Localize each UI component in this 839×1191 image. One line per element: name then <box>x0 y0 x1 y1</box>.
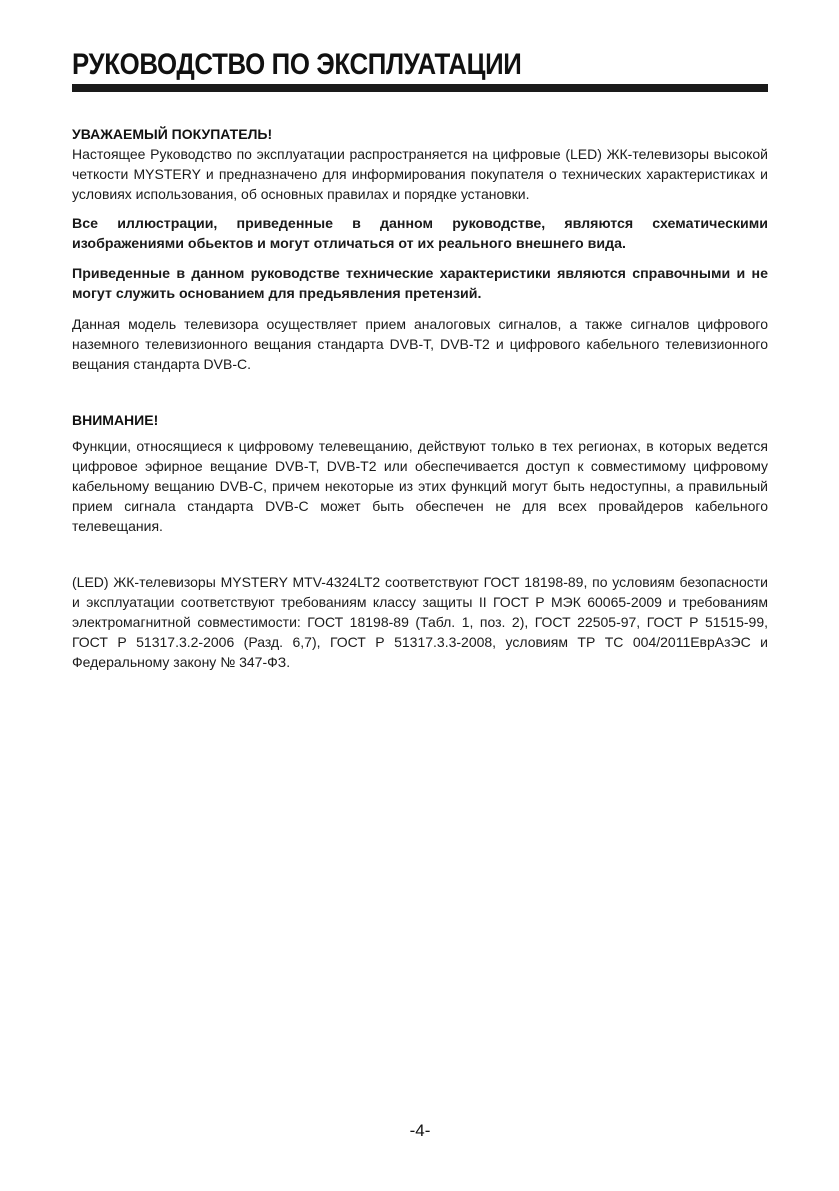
intro-paragraph: Настоящее Руководство по эксплуатации распространяется на цифровые (LED) ЖК-телевизоры высокой четкости MYSTERY и предназначено для информирования покупателя о технических характеристиках и условиях использования, об основных правилах и порядке установки. <box>72 146 768 202</box>
attention-paragraph: Функции, относящиеся к цифровому телевещанию, действуют только в тех регионах, в которых ведется цифровое эфирное вещание DVB-T, DVB-T2 или обеспечивается доступ к совместимому цифровому кабельному вещанию DVB-C, причем некоторые из этих функций могут быть недоступны, а правильный прием сигнала стандарта DVB-C может быть обеспечен не для всех провайдеров кабельного телевещания. <box>72 438 768 534</box>
title-underline-rule <box>72 84 768 92</box>
illustrations-note: Все иллюстрации, приведенные в данном руководстве, являются схематическими изображениями обьектов и могут отличаться от их реального внешнего вида. <box>72 216 768 252</box>
page-number: -4- <box>409 1121 431 1140</box>
specs-note: Приведенные в данном руководстве технические характеристики являются справочными и не могут служить основанием для предьявления претензий. <box>72 266 768 302</box>
attention-heading: ВНИМАНИЕ! <box>72 412 159 428</box>
page-content <box>72 124 768 672</box>
page-title: РУКОВОДСТВО ПО ЭКСПЛУАТАЦИИ <box>72 48 522 81</box>
compliance-paragraph: (LED) ЖК-телевизоры MYSTERY MTV-4324LT2 соответствуют ГОСТ 18198-89, по условиям безопасности и эксплуатации соответствуют требованиям классу защиты II ГОСТ Р МЭК 60065-2009 и требованиям электромагнитной совместимости: ГОСТ 18198-89 (Табл. 1, поз. 2), ГОСТ 22505-97, ГОСТ Р 51515-99, ГОСТ Р 51317.3.2-2006 (Разд. 6,7), ГОСТ Р 51317.3.3-2008, условиям ТР ТС 004/2011ЕврАзЭС и Федеральному закону № 347-ФЗ. <box>72 574 768 670</box>
manual-page <box>72 0 768 1191</box>
signals-paragraph: Данная модель телевизора осуществляет прием аналоговых сигналов, а также сигналов цифрового наземного телевизионного вещания стандарта DVB-T, DVB-T2 и цифрового кабельного телевизионного вещания стандарта DVB-C. <box>72 316 768 372</box>
greeting-heading: УВАЖАЕМЫЙ ПОКУПАТЕЛЬ! <box>72 126 273 142</box>
